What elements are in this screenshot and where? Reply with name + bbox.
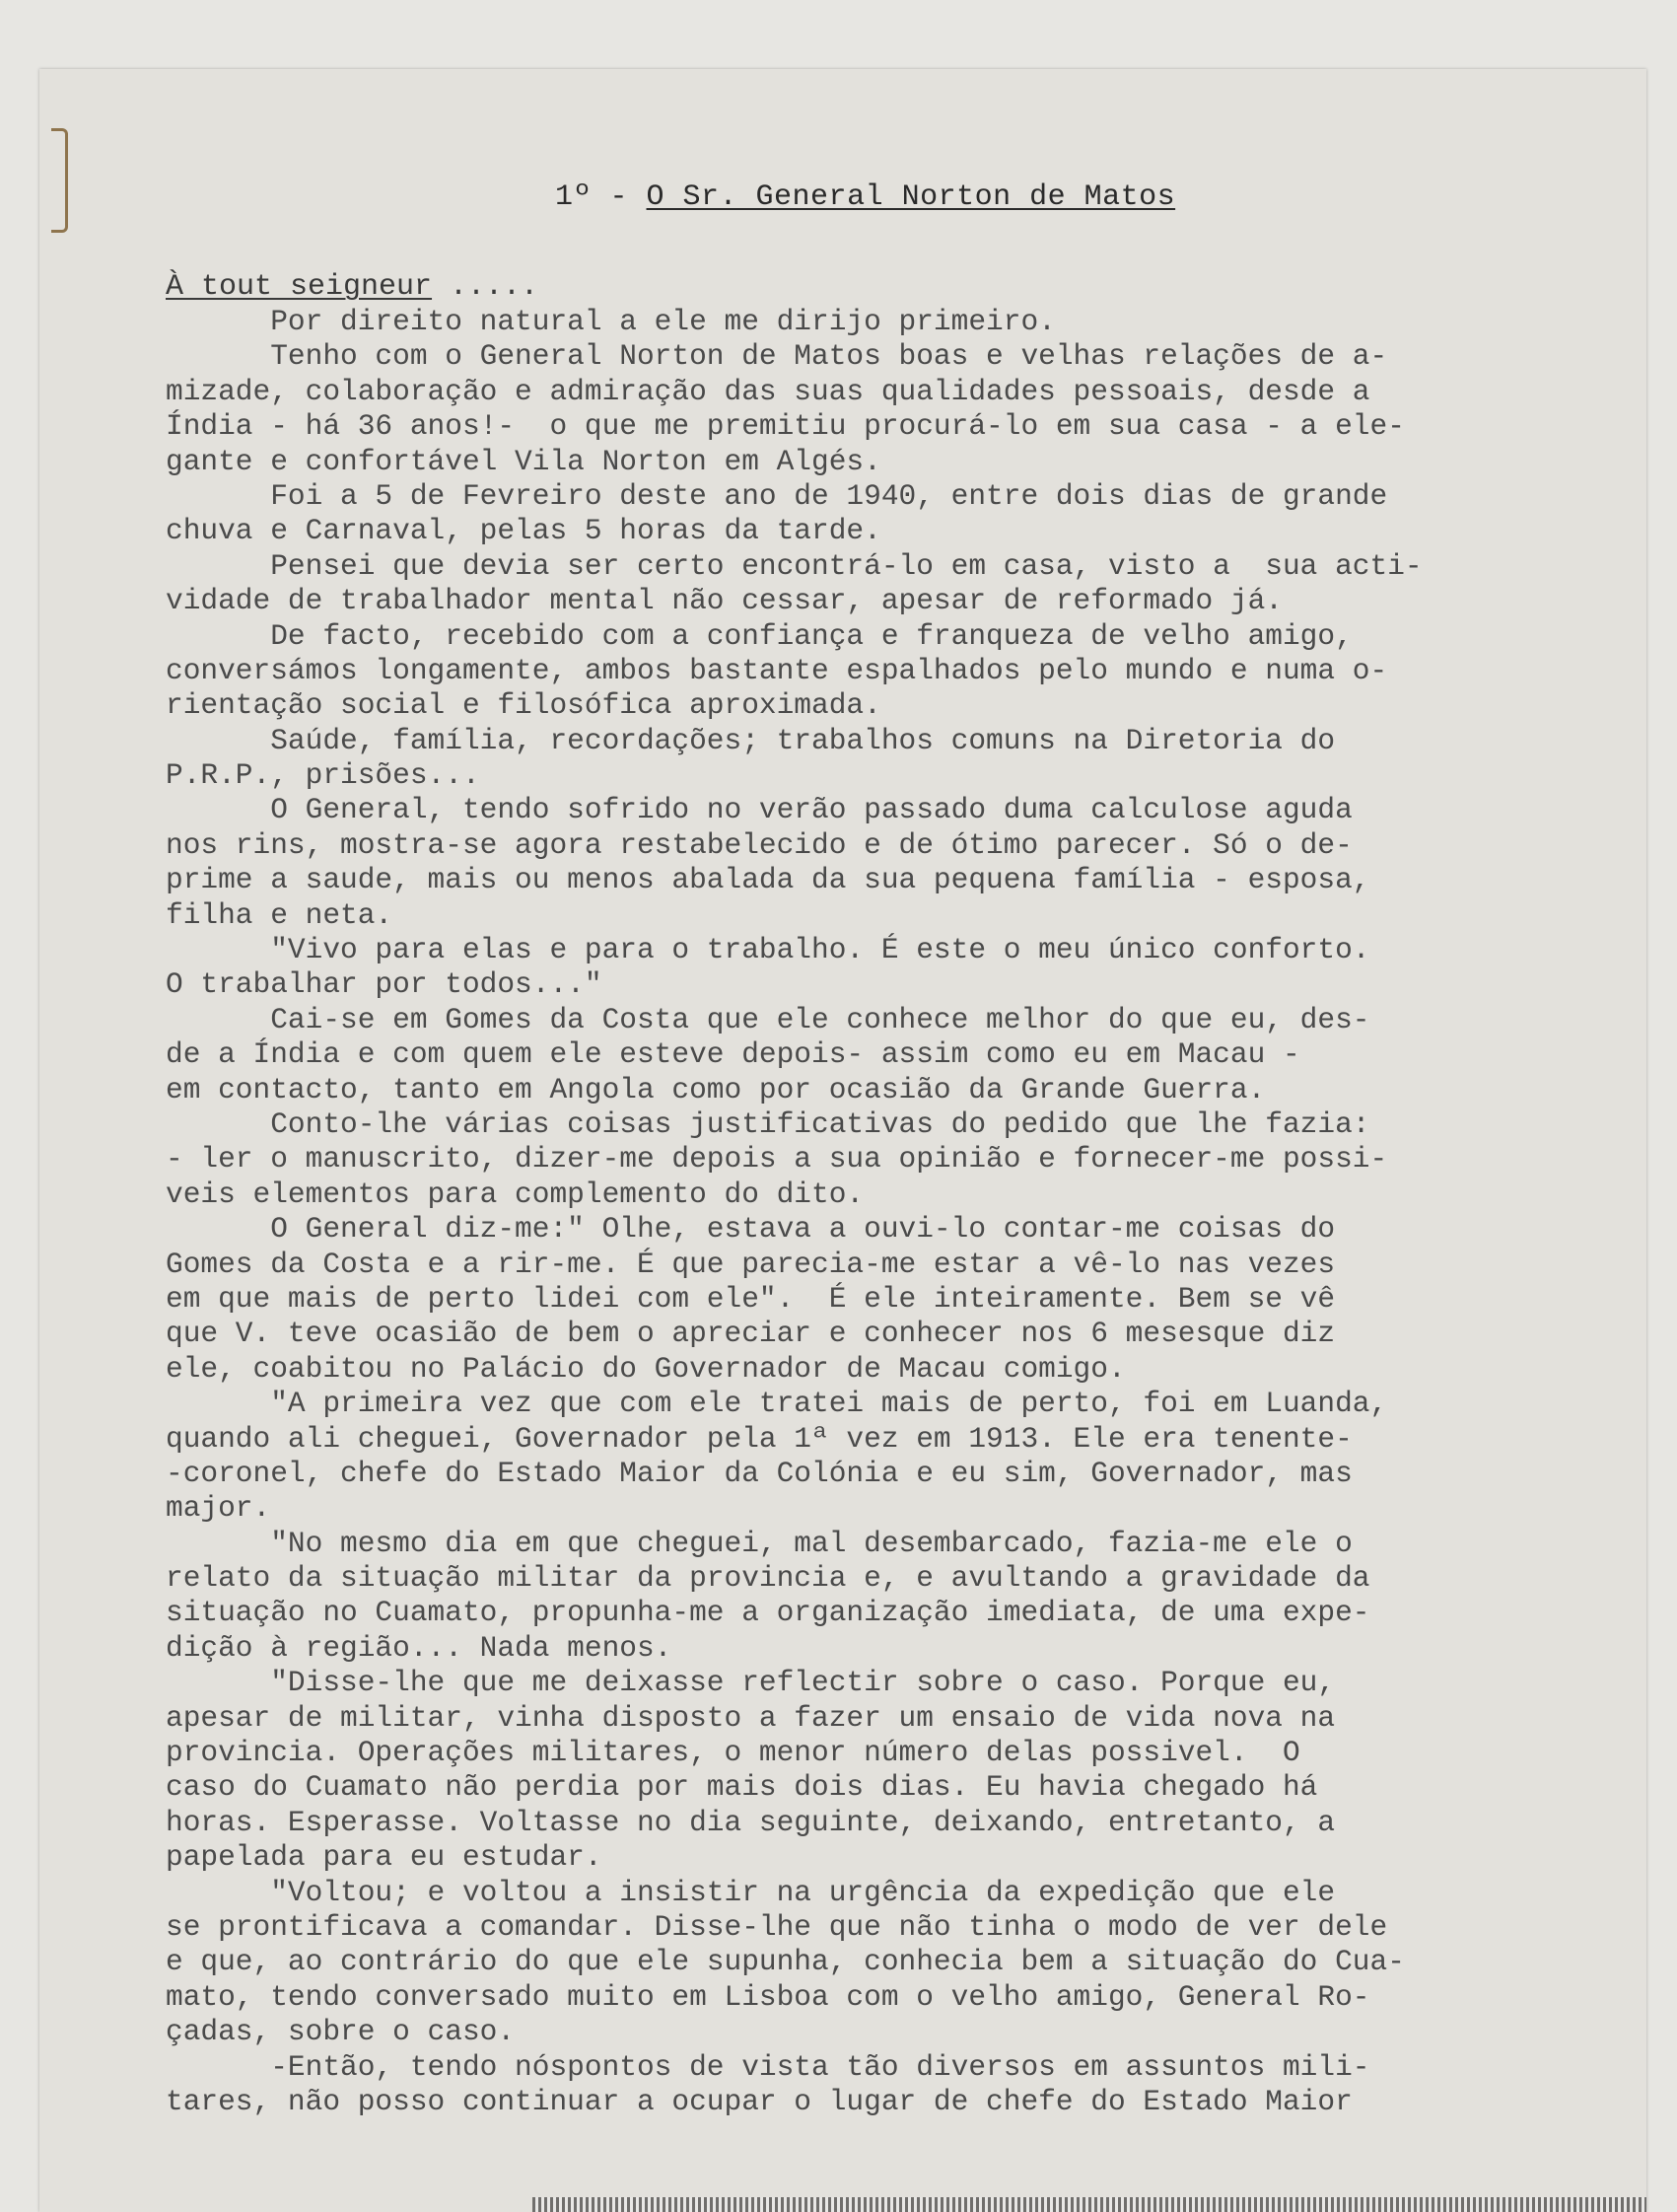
- text-line: "Disse-lhe que me deixasse reflectir sobre o caso. Porque eu,: [166, 1666, 1336, 1700]
- text-line: "Voltou; e voltou a insistir na urgência da expedição que ele: [166, 1875, 1336, 1909]
- text-line: de a Índia e com quem ele esteve depois- assim como eu em Macau -: [166, 1037, 1300, 1072]
- body-text: [166, 305, 1546, 2119]
- text-line: P.R.P., prisões...: [166, 758, 480, 793]
- title-text: O Sr. General Norton de Matos: [646, 180, 1176, 214]
- greeting-line: [166, 270, 538, 304]
- text-line: "No mesmo dia em que cheguei, mal desembarcado, fazia-me ele o: [166, 1526, 1353, 1560]
- text-line: que V. teve ocasião de bem o apreciar e conhecer nos 6 mesesque diz: [166, 1317, 1336, 1351]
- text-line: quando ali cheguei, Governador pela 1ª vez em 1913. Ele era tenente-: [166, 1421, 1353, 1456]
- text-line: se prontificava a comandar. Disse-lhe que não tinha o modo de ver dele: [166, 1909, 1388, 1944]
- paper-clip-mark: [51, 128, 68, 233]
- text-line: dição à região... Nada menos.: [166, 1630, 672, 1665]
- text-line: conversámos longamente, ambos bastante espalhados pelo mundo e numa o-: [166, 653, 1388, 687]
- text-line: çadas, sobre o caso.: [166, 2015, 516, 2049]
- text-line: "A primeira vez que com ele tratei mais de perto, foi em Luanda,: [166, 1387, 1388, 1421]
- text-line: Tenho com o General Norton de Matos boas e velhas relações de a-: [166, 339, 1388, 374]
- greeting-phrase: À tout seigneur: [166, 270, 433, 304]
- text-line: Gomes da Costa e a rir-me. É que parecia-me estar a vê-lo nas vezes: [166, 1247, 1336, 1281]
- page-title: [555, 180, 1175, 214]
- text-line: nos rins, mostra-se agora restabelecido e de ótimo parecer. Só o de-: [166, 827, 1353, 862]
- text-line: vidade de trabalhador mental não cessar, apesar de reformado já.: [166, 584, 1283, 618]
- text-line: Cai-se em Gomes da Costa que ele conhece melhor do que eu, des-: [166, 1002, 1370, 1036]
- text-line: filha e neta.: [166, 897, 393, 932]
- text-line: gante e confortável Vila Norton em Algés.: [166, 444, 881, 478]
- text-line: Saúde, família, recordações; trabalhos comuns na Diretoria do: [166, 723, 1336, 757]
- text-line: - ler o manuscrito, dizer-me depois a sua opinião e fornecer-me possi-: [166, 1142, 1388, 1177]
- text-line: O trabalhar por todos...": [166, 967, 602, 1002]
- text-line: em contacto, tanto em Angola como por ocasião da Grande Guerra.: [166, 1072, 1266, 1106]
- text-line: papelada para eu estudar.: [166, 1840, 602, 1875]
- text-line: mato, tendo conversado muito em Lisboa com o velho amigo, General Ro-: [166, 1979, 1370, 2014]
- text-line: tares, não posso continuar a ocupar o lugar de chefe do Estado Maior: [166, 2084, 1353, 2118]
- scan-edge-strip: [532, 2197, 1646, 2212]
- title-dash: -: [592, 180, 647, 214]
- text-line: Por direito natural a ele me dirijo primeiro.: [166, 305, 1056, 338]
- text-line: provincia. Operações militares, o menor número delas possivel. O: [166, 1736, 1300, 1770]
- text-line: Pensei que devia ser certo encontrá-lo em casa, visto a sua acti-: [166, 548, 1423, 583]
- text-line: relato da situação militar da provincia e, e avultando a gravidade da: [166, 1561, 1370, 1596]
- text-line: Índia - há 36 anos!- o que me premitiu procurá-lo em sua casa - a ele-: [166, 409, 1405, 444]
- text-line: apesar de militar, vinha disposto a fazer um ensaio de vida nova na: [166, 1700, 1336, 1735]
- text-line: rientação social e filosófica aproximada.: [166, 688, 881, 723]
- text-line: De facto, recebido com a confiança e franqueza de velho amigo,: [166, 618, 1353, 653]
- text-line: -Então, tendo nóspontos de vista tão diversos em assuntos mili-: [166, 2049, 1370, 2084]
- text-line: "Vivo para elas e para o trabalho. É este o meu único conforto.: [166, 933, 1370, 967]
- text-line: ele, coabitou no Palácio do Governador de Macau comigo.: [166, 1351, 1126, 1386]
- text-line: e que, ao contrário do que ele supunha, conhecia bem a situação do Cua-: [166, 1945, 1405, 1979]
- text-line: situação no Cuamato, propunha-me a organização imediata, de uma expe-: [166, 1596, 1370, 1630]
- text-line: em que mais de perto lidei com ele". É ele inteiramente. Bem se vê: [166, 1281, 1336, 1316]
- text-line: caso do Cuamato não perdia por mais dois dias. Eu havia chegado há: [166, 1770, 1318, 1805]
- text-line: O General, tendo sofrido no verão passado duma calculose aguda: [166, 793, 1353, 827]
- text-line: veis elementos para complemento do dito.: [166, 1177, 865, 1211]
- text-line: horas. Esperasse. Voltasse no dia seguinte, deixando, entretanto, a: [166, 1805, 1336, 1839]
- text-line: Foi a 5 de Fevreiro deste ano de 1940, entre dois dias de grande: [166, 478, 1388, 513]
- text-line: prime a saude, mais ou menos abalada da sua pequena família - esposa,: [166, 863, 1370, 897]
- title-number: 1º: [555, 180, 593, 214]
- text-line: -coronel, chefe do Estado Maior da Colónia e eu sim, Governador, mas: [166, 1456, 1353, 1490]
- text-line: chuva e Carnaval, pelas 5 horas da tarde.: [166, 514, 881, 548]
- text-line: mizade, colaboração e admiração das suas qualidades pessoais, desde a: [166, 374, 1370, 408]
- text-line: O General diz-me:" Olhe, estava a ouvi-lo contar-me coisas do: [166, 1212, 1336, 1247]
- text-line: major.: [166, 1491, 271, 1526]
- greeting-dots: .....: [432, 270, 539, 304]
- text-line: Conto-lhe várias coisas justificativas do pedido que lhe fazia:: [166, 1106, 1370, 1141]
